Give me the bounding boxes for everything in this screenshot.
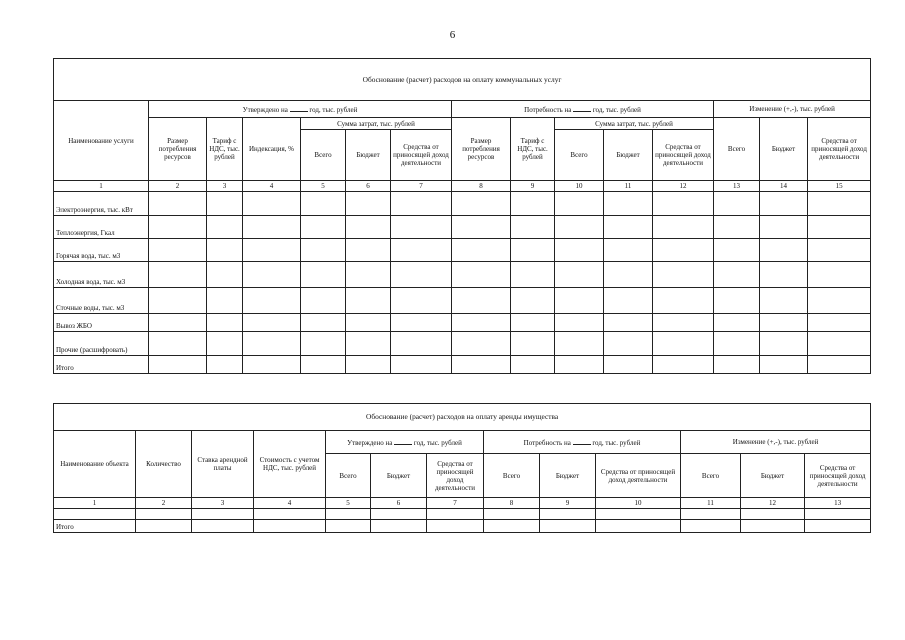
utilities-need-header: Потребность на год, тыс. рублей xyxy=(452,101,714,118)
table-row xyxy=(54,288,871,314)
col-number: 14 xyxy=(760,181,808,192)
col-approved-income: Средства от приносящей доход деятельности xyxy=(391,130,452,181)
utilities-table xyxy=(53,58,871,374)
utilities-title: Обоснование (расчет) расходов на оплату коммунальных услуг xyxy=(54,59,871,101)
col-rate: Ставка арендной платы xyxy=(192,431,254,498)
rent-col-approved-income: Средства от приносящей доход деятельности xyxy=(427,454,484,498)
col-number: 3 xyxy=(207,181,243,192)
col-number: 1 xyxy=(54,181,149,192)
col-quantity: Количество xyxy=(136,431,192,498)
row-label: Холодная вода, тыс. м3 xyxy=(54,262,149,288)
col-number: 15 xyxy=(808,181,871,192)
col-number: 13 xyxy=(714,181,760,192)
col-number: 2 xyxy=(136,498,192,509)
col-number: 10 xyxy=(596,498,681,509)
col-number: 8 xyxy=(484,498,540,509)
col-number: 3 xyxy=(192,498,254,509)
table-row xyxy=(54,216,871,239)
row-label: Сточные воды, тыс. м3 xyxy=(54,288,149,314)
rent-col-change-income: Средства от приносящей доход деятельности xyxy=(805,454,871,498)
approved-sum-header: Сумма затрат, тыс. рублей xyxy=(301,118,452,130)
col-number: 7 xyxy=(391,181,452,192)
row-label: Итого xyxy=(54,520,136,533)
row-label: Электроэнергия, тыс. кВт xyxy=(54,192,149,216)
rent-need-header: Потребность на год, тыс. рублей xyxy=(484,431,681,454)
row-label: Итого xyxy=(54,356,149,374)
col-approved-budget: Бюджет xyxy=(346,130,391,181)
col-need-budget: Бюджет xyxy=(604,130,653,181)
rent-title: Обоснование (расчет) расходов на оплату аренды имущества xyxy=(54,404,871,431)
col-number: 12 xyxy=(741,498,805,509)
row-label: Горячая вода, тыс. м3 xyxy=(54,239,149,262)
row-label: Теплоэнергия, Гкал xyxy=(54,216,149,239)
utilities-service-header: Наименование услуги xyxy=(54,101,149,181)
table-row xyxy=(54,192,871,216)
rent-col-need-budget: Бюджет xyxy=(540,454,596,498)
column-number-row xyxy=(54,498,871,509)
col-need-volume: Размер потребления ресурсов xyxy=(452,118,511,181)
col-approved-total: Всего xyxy=(301,130,346,181)
col-number: 9 xyxy=(511,181,555,192)
table-row xyxy=(54,314,871,332)
table-row-total xyxy=(54,520,871,533)
table-row xyxy=(54,509,871,520)
table-row xyxy=(54,262,871,288)
rent-object-header: Наименование объекта xyxy=(54,431,136,498)
col-need-total: Всего xyxy=(555,130,604,181)
table-row-total xyxy=(54,356,871,374)
utilities-change-header: Изменение (+,-), тыс. рублей xyxy=(714,101,871,118)
col-volume: Размер потребления ресурсов xyxy=(149,118,207,181)
column-number-row xyxy=(54,181,871,192)
col-change-budget: Бюджет xyxy=(760,118,808,181)
page-number: 6 xyxy=(449,29,456,41)
col-change-total: Всего xyxy=(714,118,760,181)
rent-col-change-budget: Бюджет xyxy=(741,454,805,498)
col-number: 4 xyxy=(254,498,326,509)
col-need-tariff: Тариф с НДС, тыс. рублей xyxy=(511,118,555,181)
col-number: 13 xyxy=(805,498,871,509)
rent-col-need-total: Всего xyxy=(484,454,540,498)
col-number: 7 xyxy=(427,498,484,509)
table-row xyxy=(54,239,871,262)
rent-col-approved-total: Всего xyxy=(326,454,371,498)
col-number: 6 xyxy=(346,181,391,192)
col-number: 4 xyxy=(243,181,301,192)
rent-col-approved-budget: Бюджет xyxy=(371,454,427,498)
rent-table xyxy=(53,403,871,533)
need-sum-header: Сумма затрат, тыс. рублей xyxy=(555,118,714,130)
utilities-approved-header: Утверждено на год, тыс. рублей xyxy=(149,101,452,118)
col-number: 5 xyxy=(301,181,346,192)
row-label: Вывоз ЖБО xyxy=(54,314,149,332)
col-number: 12 xyxy=(653,181,714,192)
col-need-income: Средства от приносящей доход деятельности xyxy=(653,130,714,181)
rent-change-header: Изменение (+,-), тыс. рублей xyxy=(681,431,871,454)
col-number: 5 xyxy=(326,498,371,509)
col-number: 11 xyxy=(681,498,741,509)
row-label: Прочие (расшифровать) xyxy=(54,332,149,356)
col-number: 11 xyxy=(604,181,653,192)
table-row xyxy=(54,332,871,356)
col-change-income: Средства от приносящей доход деятельности xyxy=(808,118,871,181)
col-number: 1 xyxy=(54,498,136,509)
col-number: 9 xyxy=(540,498,596,509)
col-cost: Стоимость с учетом НДС, тыс. рублей xyxy=(254,431,326,498)
rent-col-change-total: Всего xyxy=(681,454,741,498)
col-number: 6 xyxy=(371,498,427,509)
rent-approved-header: Утверждено на год, тыс. рублей xyxy=(326,431,484,454)
col-number: 2 xyxy=(149,181,207,192)
col-index: Индексация, % xyxy=(243,118,301,181)
col-tariff: Тариф с НДС, тыс. рублей xyxy=(207,118,243,181)
row-label xyxy=(54,509,136,520)
col-number: 8 xyxy=(452,181,511,192)
col-number: 10 xyxy=(555,181,604,192)
rent-col-need-income: Средства от приносящей доход деятельности xyxy=(596,454,681,498)
